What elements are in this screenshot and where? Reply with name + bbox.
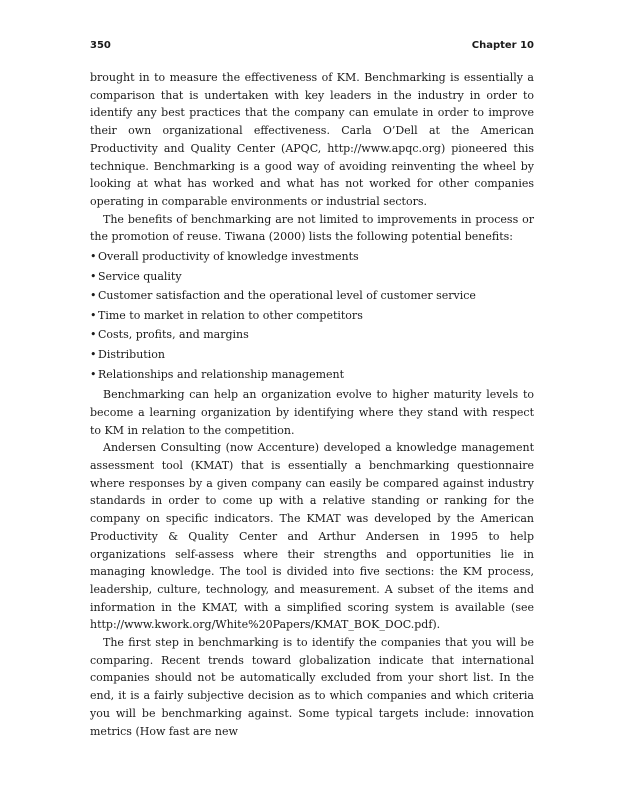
benefits-list xyxy=(90,247,534,384)
paragraph-benchmarking-intro: brought in to measure the effectiveness of KM. Benchmarking is essentially a comparison that is undertaken with key leaders in the industry in order to identify any best practices that the company can emulate in order to improve their own organizational effectiveness. Carla O’Dell at the American Productivity and Quality Center (APQC, http://www.apqc.org) pioneered this technique. Benchmarking is a good way of avoiding reinventing the wheel by looking at what has worked and what has not worked for other companies operating in comparable environments or industrial sectors. xyxy=(90,71,534,208)
running-header xyxy=(90,40,534,51)
bullet-icon: • xyxy=(90,348,97,361)
list-item: • Service quality xyxy=(90,267,534,287)
body-text xyxy=(90,69,534,740)
list-item: • Overall productivity of knowledge investments xyxy=(90,247,534,267)
paragraph-maturity: Benchmarking can help an organization evolve to higher maturity levels to become a learning organization by identifying where they stand with respect to KM in relation to the competition. xyxy=(90,388,534,437)
bullet-icon: • xyxy=(90,269,97,283)
bullet-icon: • xyxy=(90,328,97,342)
bullet-icon: • xyxy=(90,289,97,303)
paragraph-kmat: Andersen Consulting (now Accenture) developed a knowledge management assessment tool (KMAT) that is essentially a benchmarking questionnaire where responses by a given company can easily be compared against industry standards in order to come up with a relative standing or ranking for the company on specific indicators. The KMAT was developed by the American Productivity & Quality Center and Arthur Andersen in 1995 to help organizations self-assess where their strengths and opportunities lie in managing knowledge. The tool is divided into five sections: the KM process, leadership, culture, technology, and measurement. A subset of the items and information in the KMAT, with a simplified scoring system is available (see http://www.kwork.org/White%20Papers/KMAT_BOK_DOC.pdf). xyxy=(90,441,534,632)
page-number: 350 xyxy=(90,40,111,51)
list-item: • Customer satisfaction and the operational level of customer service xyxy=(90,286,534,306)
bullet-icon: • xyxy=(90,308,97,322)
paragraph-benefits-intro: The benefits of benchmarking are not limited to improvements in process or the promotion of reuse. Tiwana (2000) lists the following potential benefits: xyxy=(90,212,534,244)
list-item: • Costs, profits, and margins xyxy=(90,325,534,345)
bullet-icon: • xyxy=(90,250,97,264)
bullet-icon: • xyxy=(90,367,97,381)
list-item: • Time to market in relation to other competitors xyxy=(90,306,534,326)
list-item: • Relationships and relationship management xyxy=(90,365,534,385)
list-item: • Distribution xyxy=(90,345,534,365)
chapter-title: Chapter 10 xyxy=(471,40,534,51)
paragraph-first-step: The first step in benchmarking is to identify the companies that you will be comparing. Recent trends toward globalization indicate that international companies should not be automatically excluded from your short list. In the end, it is a fairly subjective decision as to which companies and which criteria you will be benchmarking against. Some typical targets include: innovation metrics (How fast are new xyxy=(90,636,534,738)
